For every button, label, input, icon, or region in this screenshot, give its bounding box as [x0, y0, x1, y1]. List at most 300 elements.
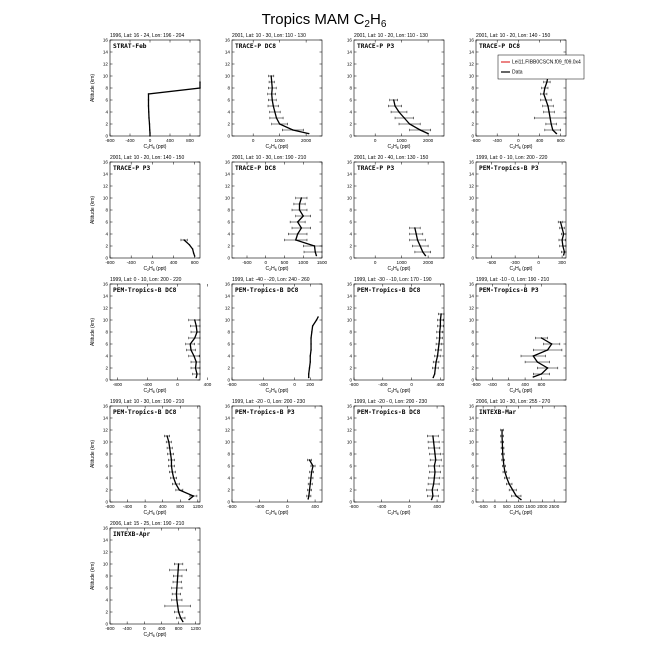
panel-label: PEM-Tropics-B P3: [235, 409, 295, 416]
panel-header: 2001, Lat: 10 - 20, Lon: 140 - 150: [110, 155, 185, 161]
data-point: [297, 221, 298, 222]
x-tick-label: 0: [143, 504, 147, 509]
data-point: [434, 447, 435, 448]
data-point: [434, 465, 435, 466]
x-tick-label: -400: [126, 260, 136, 265]
y-tick-label: 10: [102, 561, 108, 567]
data-point: [439, 337, 440, 338]
data-point: [434, 477, 435, 478]
y-tick-label: 8: [105, 573, 108, 579]
y-tick-label: 2: [105, 609, 108, 615]
y-tick-label: 12: [102, 183, 108, 189]
x-axis-label-part: (ppt): [520, 388, 533, 394]
data-point: [416, 233, 417, 234]
y-tick-label: 14: [468, 415, 474, 421]
y-tick-label: 10: [224, 317, 230, 323]
panel-header: 2001, Lat: 10 - 20, Lon: 110 - 130: [354, 33, 428, 39]
x-tick-label: -800: [227, 382, 237, 387]
data-point: [311, 471, 312, 472]
x-tick-label: 400: [433, 504, 441, 509]
panel-3: [347, 33, 444, 150]
y-axis-label: Altitude (km): [90, 561, 96, 591]
x-tick-label: -800: [105, 504, 115, 509]
data-point: [435, 459, 436, 460]
panel-header: 1999, Lat: -30 - -10, Lon: 170 - 190: [354, 277, 432, 283]
panel-16: [469, 399, 566, 516]
y-tick-label: 16: [346, 403, 352, 409]
x-axis-label: [510, 388, 533, 394]
y-tick-label: 2: [105, 121, 108, 127]
y-tick-label: 16: [468, 403, 474, 409]
panel-frame: [232, 40, 322, 136]
x-axis-label-part: (ppt): [398, 144, 411, 150]
panel-label: PEM-Tropics-B DC8: [235, 287, 299, 294]
x-tick-label: 500: [502, 504, 511, 509]
y-tick-label: 0: [349, 255, 352, 261]
y-tick-label: 6: [105, 341, 108, 347]
x-axis-label-part: 2: [147, 512, 150, 517]
x-tick-label: 1500: [525, 504, 536, 509]
x-tick-label: -800: [105, 626, 115, 631]
data-point: [149, 132, 150, 133]
y-tick-label: 16: [224, 281, 230, 287]
x-axis-label-part: 2: [269, 268, 272, 273]
data-point: [270, 75, 271, 76]
data-point: [309, 459, 310, 460]
data-point: [183, 239, 184, 240]
data-point: [149, 123, 150, 124]
data-point: [501, 429, 502, 430]
data-point: [437, 355, 438, 356]
data-point: [148, 111, 149, 112]
y-tick-label: 10: [468, 73, 474, 79]
y-tick-label: 12: [346, 305, 352, 311]
data-point: [433, 441, 434, 442]
data-point: [422, 251, 423, 252]
data-series-line: [309, 317, 318, 378]
figure-title: Tropics MAM $C_2H_6$: [261, 11, 387, 30]
y-tick-label: 16: [224, 159, 230, 165]
panel-14: [225, 399, 322, 516]
y-tick-label: 14: [102, 293, 108, 299]
x-tick-label: 0: [517, 138, 520, 143]
panel-frame: [354, 40, 444, 136]
y-tick-label: 14: [468, 293, 474, 299]
x-axis-label: [144, 388, 167, 394]
x-axis-label-part: H: [149, 144, 153, 150]
data-point: [315, 251, 316, 252]
data-point: [419, 129, 420, 130]
y-tick-label: 8: [471, 207, 474, 213]
data-point: [176, 593, 177, 594]
panel-header: 2001, Lat: 20 - 40, Lon: 130 - 150: [354, 155, 429, 161]
x-tick-label: -300: [510, 260, 520, 265]
y-tick-label: 2: [349, 487, 352, 493]
panel-frame: [110, 528, 200, 624]
y-tick-label: 2: [105, 487, 108, 493]
data-point: [552, 129, 553, 130]
y-tick-label: 16: [468, 159, 474, 165]
x-axis-label-part: 2: [513, 268, 516, 273]
data-point: [419, 245, 420, 246]
x-tick-label: -800: [471, 382, 481, 387]
panel-5: [90, 155, 200, 272]
data-point: [199, 87, 200, 88]
panel-header: 1996, Lat: 16 - 24, Lon: 196 - 204: [110, 33, 185, 39]
data-point: [556, 133, 557, 134]
data-point: [177, 581, 178, 582]
x-tick-label: -400: [377, 504, 387, 509]
x-axis-label: [510, 510, 533, 516]
data-point: [504, 471, 505, 472]
data-point: [301, 227, 302, 228]
data-point: [309, 489, 310, 490]
data-point: [537, 361, 538, 362]
x-axis-label: [266, 388, 289, 394]
data-point: [398, 111, 399, 112]
x-axis-label-part: C: [143, 632, 148, 638]
data-point: [148, 105, 149, 106]
x-axis-label-part: (ppt): [154, 144, 167, 150]
y-tick-label: 12: [346, 183, 352, 189]
y-tick-label: 16: [102, 37, 108, 43]
x-axis-label-part: H: [515, 266, 519, 272]
data-point: [195, 367, 196, 368]
x-axis-label: [510, 144, 533, 150]
data-point: [193, 355, 194, 356]
y-tick-label: 14: [346, 415, 352, 421]
data-series-line: [415, 228, 426, 256]
data-point: [433, 377, 434, 378]
data-point: [171, 465, 172, 466]
data-point: [564, 251, 565, 252]
y-tick-label: 6: [471, 97, 474, 103]
data-point: [427, 133, 428, 134]
x-tick-label: 0: [410, 382, 413, 387]
x-axis-label-part: C: [143, 388, 148, 394]
x-axis-label: [144, 144, 167, 150]
y-tick-label: 10: [224, 195, 230, 201]
data-point: [173, 477, 174, 478]
y-tick-label: 16: [468, 281, 474, 287]
x-axis-label-part: H: [393, 388, 397, 394]
x-tick-label: 400: [436, 382, 445, 387]
panel-frame: [110, 40, 200, 136]
x-axis-label-part: C: [265, 144, 270, 150]
y-tick-label: 6: [227, 219, 230, 225]
x-tick-label: 400: [521, 382, 529, 387]
data-point: [194, 256, 195, 257]
x-axis-label-part: 6: [274, 268, 277, 273]
x-axis-label-part: 6: [274, 146, 277, 151]
data-point: [563, 233, 564, 234]
x-tick-label: -400: [142, 382, 153, 387]
x-axis-label-part: 6: [152, 268, 155, 273]
x-axis-label-part: 2: [391, 512, 394, 517]
data-point: [434, 453, 435, 454]
data-point: [292, 129, 293, 130]
panel-frame: [110, 406, 200, 502]
y-tick-label: 16: [346, 159, 352, 165]
y-tick-label: 8: [349, 329, 352, 335]
x-axis-label-part: 6: [518, 390, 521, 395]
x-axis-label-part: C: [509, 266, 514, 272]
data-point: [546, 81, 547, 82]
x-tick-label: 0: [264, 260, 268, 265]
x-axis-label-part: C: [143, 266, 148, 272]
x-axis-label-part: 6: [396, 268, 399, 273]
y-tick-label: 12: [468, 183, 474, 189]
x-axis-label-part: 2: [391, 268, 394, 273]
data-point: [148, 117, 149, 118]
data-point: [190, 343, 191, 344]
panel-label: TRACE-P DC8: [235, 165, 276, 172]
data-point: [440, 319, 441, 320]
y-tick-label: 12: [102, 61, 108, 67]
y-tick-label: 6: [349, 219, 352, 225]
x-axis-label-part: (ppt): [398, 266, 411, 272]
x-axis-label-part: C: [509, 388, 514, 394]
x-tick-label: 0: [373, 260, 377, 265]
data-point: [562, 245, 563, 246]
y-tick-label: 0: [471, 133, 474, 139]
data-point: [432, 495, 433, 496]
y-tick-label: 10: [468, 195, 474, 201]
x-tick-label: 0: [507, 382, 511, 387]
y-tick-label: 10: [102, 439, 108, 445]
x-axis-label: [388, 510, 411, 516]
x-tick-label: 400: [169, 260, 178, 265]
x-tick-label: -800: [112, 382, 123, 387]
data-point: [149, 129, 150, 130]
data-series-line: [184, 240, 195, 256]
x-axis-label-part: (ppt): [398, 388, 411, 394]
x-axis-label-part: (ppt): [520, 144, 533, 150]
y-tick-label: 2: [471, 365, 474, 371]
y-tick-label: 0: [105, 255, 108, 261]
data-point: [272, 99, 273, 100]
x-axis-label-part: H: [271, 266, 275, 272]
y-tick-label: 14: [102, 171, 108, 177]
y-tick-label: 8: [227, 85, 230, 91]
x-axis-label: [388, 144, 411, 150]
panel-frame: [476, 162, 566, 258]
x-tick-label: -400: [255, 504, 265, 509]
panel-header: 1999, Lat: 0 - 10, Lon: 200 - 220: [476, 155, 548, 161]
y-tick-label: 12: [224, 61, 230, 67]
x-axis-label-part: H: [271, 144, 275, 150]
x-axis-label-part: H: [393, 510, 397, 516]
panel-header: 2001, Lat: 10 - 30, Lon: 110 - 130: [232, 33, 306, 39]
panel-label: PEM-Tropics-B DC8: [357, 409, 421, 416]
data-point: [549, 117, 550, 118]
data-point: [310, 477, 311, 478]
data-series-line: [190, 320, 197, 378]
x-axis-label: [266, 266, 289, 272]
x-axis-label: [510, 266, 533, 272]
data-point: [501, 435, 502, 436]
data-point: [272, 87, 273, 88]
x-tick-label: 400: [311, 504, 319, 509]
data-point: [295, 239, 296, 240]
y-tick-label: 12: [346, 61, 352, 67]
y-tick-label: 2: [227, 121, 230, 127]
y-tick-label: 6: [349, 97, 352, 103]
data-point: [503, 459, 504, 460]
y-tick-label: 2: [471, 243, 474, 249]
panel-label: TRACE-P P3: [113, 165, 151, 172]
panel-frame: [110, 162, 200, 258]
data-point: [149, 135, 150, 136]
data-series-line: [296, 198, 317, 256]
y-tick-label: 14: [224, 171, 230, 177]
x-axis-label-part: 6: [274, 390, 277, 395]
y-tick-label: 12: [346, 427, 352, 433]
data-point: [310, 483, 311, 484]
y-tick-label: 8: [471, 451, 474, 457]
y-tick-label: 0: [349, 377, 352, 383]
panel-13: [90, 399, 203, 516]
x-axis-label: [144, 266, 167, 272]
y-tick-label: 14: [224, 293, 230, 299]
y-tick-label: 8: [471, 329, 474, 335]
data-point: [409, 123, 410, 124]
y-tick-label: 12: [102, 549, 108, 555]
x-tick-label: 800: [186, 138, 194, 143]
panel-frame: [232, 284, 322, 380]
y-tick-label: 4: [471, 353, 474, 359]
x-tick-label: 1500: [316, 260, 328, 265]
data-point: [196, 361, 197, 362]
y-tick-label: 14: [468, 49, 474, 55]
x-axis-label-part: (ppt): [276, 144, 289, 150]
panel-header: 2006, Lat: 10 - 30, Lon: 255 - 270: [476, 399, 551, 405]
data-point: [307, 498, 308, 499]
x-axis-label-part: C: [509, 510, 514, 516]
x-tick-label: -400: [258, 382, 268, 387]
panel-frame: [110, 284, 200, 380]
data-point: [541, 373, 542, 374]
data-point: [432, 489, 433, 490]
y-tick-label: 14: [346, 49, 352, 55]
panel-header: 1999, Lat: -40 - -20, Lon: 240 - 260: [232, 277, 310, 283]
y-tick-label: 0: [471, 255, 474, 261]
x-axis-label-part: (ppt): [154, 388, 167, 394]
y-axis-label: Altitude (km): [90, 317, 96, 347]
x-axis-label-part: H: [149, 388, 153, 394]
panel-6: [225, 155, 328, 272]
x-axis-label-part: 2: [513, 146, 516, 151]
data-point: [182, 621, 183, 622]
data-point: [561, 227, 562, 228]
data-point: [192, 248, 193, 249]
x-tick-label: -500: [242, 260, 252, 265]
data-point: [171, 459, 172, 460]
panels: [90, 33, 584, 638]
x-tick-label: 800: [174, 626, 183, 631]
x-tick-label: 0: [251, 138, 255, 143]
x-tick-label: -800: [227, 504, 237, 509]
data-point: [168, 441, 169, 442]
y-tick-label: 10: [346, 439, 352, 445]
data-point: [311, 331, 312, 332]
y-tick-label: 6: [227, 463, 230, 469]
data-point: [312, 325, 313, 326]
panel-header: 1999, Lat: 0 - 10, Lon: 200 - 220: [110, 277, 182, 283]
y-tick-label: 0: [105, 133, 108, 139]
x-axis-label-part: 6: [152, 390, 155, 395]
x-tick-label: -600: [487, 260, 497, 265]
y-tick-label: 0: [227, 255, 230, 261]
data-point: [316, 319, 317, 320]
data-point: [414, 227, 415, 228]
data-point: [425, 255, 426, 256]
data-point: [196, 331, 197, 332]
data-point: [303, 215, 304, 216]
y-tick-label: 6: [105, 585, 108, 591]
panel-label: PEM-Tropics-B P3: [479, 165, 539, 172]
data-point: [308, 495, 309, 496]
x-axis-label-part: 2: [147, 268, 150, 273]
panel-label: PEM-Tropics-B DC8: [357, 287, 421, 294]
y-tick-label: 6: [471, 219, 474, 225]
data-point: [189, 244, 190, 245]
y-tick-label: 8: [227, 451, 230, 457]
x-tick-label: -800: [349, 382, 359, 387]
data-point: [541, 337, 542, 338]
y-tick-label: 12: [224, 305, 230, 311]
data-point: [299, 209, 300, 210]
y-tick-label: 2: [227, 487, 230, 493]
y-tick-label: 6: [349, 341, 352, 347]
x-tick-label: -800: [471, 138, 481, 143]
y-axis-label: Altitude (km): [90, 73, 96, 103]
data-point: [438, 343, 439, 344]
x-tick-label: 500: [280, 260, 289, 265]
y-tick-label: 10: [468, 317, 474, 323]
data-point: [317, 316, 318, 317]
x-tick-label: -400: [378, 382, 388, 387]
data-series-line: [167, 436, 193, 500]
legend-model-label: Lei11.FIBB0CSCN.f09_f09.0x4: [512, 59, 581, 66]
y-tick-label: 4: [349, 109, 352, 115]
data-point: [169, 447, 170, 448]
y-tick-label: 4: [471, 475, 474, 481]
y-axis-label: Altitude (km): [90, 439, 96, 469]
x-axis-label-part: C: [509, 144, 514, 150]
y-tick-label: 4: [227, 109, 230, 115]
panel-12: [469, 277, 566, 394]
y-tick-label: 4: [471, 231, 474, 237]
data-point: [314, 245, 315, 246]
data-point: [170, 453, 171, 454]
y-tick-label: 6: [105, 219, 108, 225]
x-tick-label: 800: [176, 504, 185, 509]
data-point: [440, 325, 441, 326]
x-tick-label: 0: [286, 504, 289, 509]
data-point: [434, 471, 435, 472]
y-tick-label: 0: [471, 377, 474, 383]
x-axis-label-part: H: [515, 388, 519, 394]
data-point: [543, 93, 544, 94]
x-axis-label-part: C: [265, 388, 270, 394]
x-tick-label: 0: [373, 138, 377, 143]
data-point: [440, 313, 441, 314]
data-point: [308, 373, 309, 374]
y-tick-label: 0: [227, 133, 230, 139]
x-tick-label: 800: [190, 260, 199, 265]
y-tick-label: 8: [105, 207, 108, 213]
